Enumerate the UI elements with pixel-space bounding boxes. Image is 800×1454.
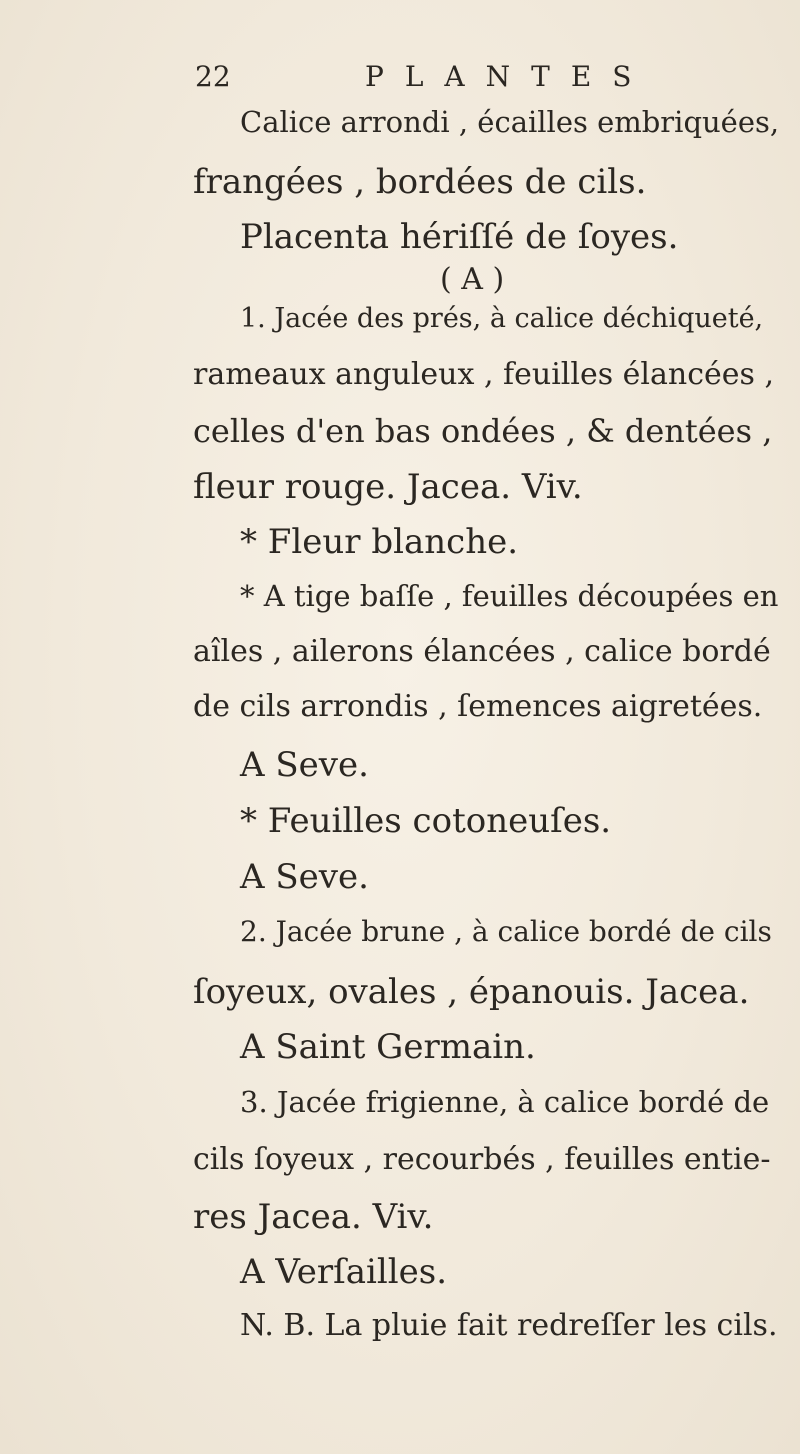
- text-line: A Seve.: [240, 857, 369, 897]
- text-line: Placenta hériſſé de ſoyes.: [240, 217, 679, 257]
- text-line: 2. Jacée brune , à calice bordé de cils: [240, 915, 772, 948]
- text-line: 1. Jacée des prés, à calice déchiqueté,: [240, 303, 764, 334]
- text-line: aîles , ailerons élancées , calice bordé: [193, 634, 771, 669]
- page-header: [195, 60, 715, 110]
- text-line: res Jacea. Viv.: [193, 1197, 434, 1237]
- text-line: * Feuilles cotoneuſes.: [240, 801, 612, 841]
- text-line: Calice arrondi , écailles embriquées,: [240, 105, 780, 139]
- text-line: A Seve.: [240, 745, 369, 785]
- text-line: N. B. La pluie fait redreſſer les cils.: [240, 1308, 778, 1343]
- text-line: rameaux anguleux , feuilles élancées ,: [193, 357, 775, 392]
- text-line: de cils arrondis , ſemences aigretées.: [193, 689, 763, 724]
- text-line: * A tige baſſe , feuilles découpées en: [240, 579, 779, 613]
- text-line: fleur rouge. Jacea. Viv.: [193, 467, 583, 507]
- text-line: A Verſailles.: [240, 1252, 448, 1292]
- running-title: PLANTES: [365, 60, 653, 93]
- text-line: celles d'en bas ondées , & dentées ,: [193, 412, 773, 450]
- text-line: 3. Jacée frigienne, à calice bordé de: [240, 1085, 770, 1119]
- text-line: cils ſoyeux , recourbés , feuilles entie-: [193, 1142, 771, 1177]
- text-line: * Fleur blanche.: [240, 522, 519, 562]
- text-line: frangées , bordées de cils.: [193, 162, 647, 202]
- text-line: ſoyeux, ovales , épanouis. Jacea.: [193, 972, 750, 1012]
- page-number: 22: [195, 60, 231, 93]
- text-line: A Saint Germain.: [240, 1027, 536, 1067]
- section-marker: ( A ): [440, 262, 505, 297]
